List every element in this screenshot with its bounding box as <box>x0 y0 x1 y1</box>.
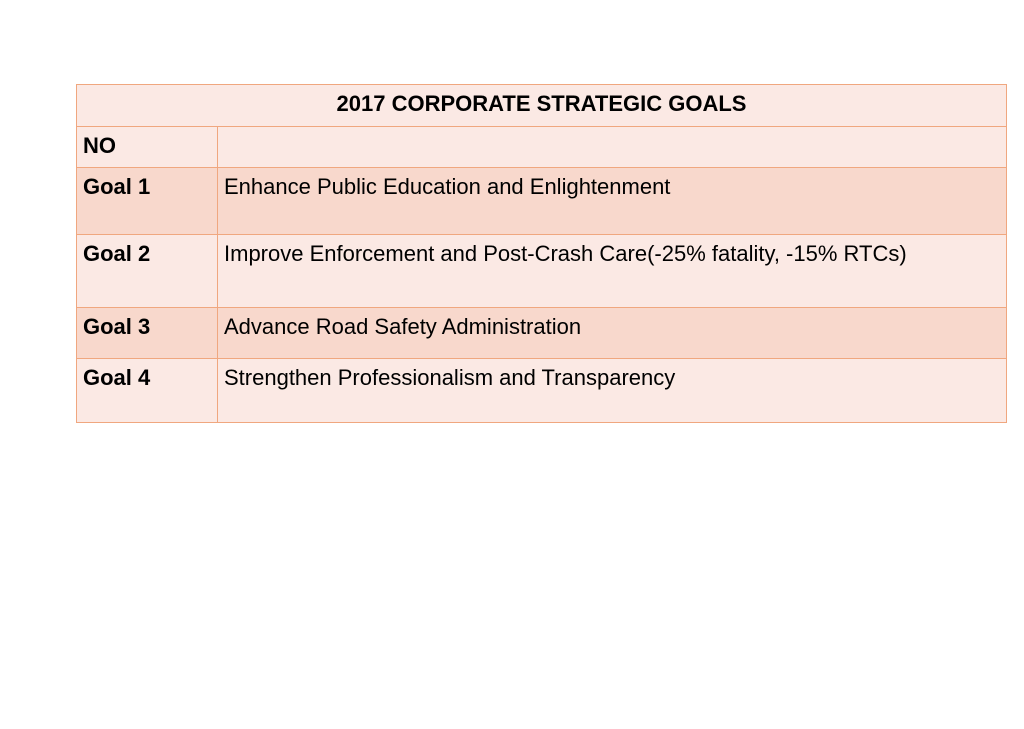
goal-id: Goal 1 <box>77 168 218 235</box>
strategic-goals-table <box>76 84 1007 423</box>
goal-description: Improve Enforcement and Post-Crash Care(-25% fatality, -15% RTCs) <box>218 235 1007 308</box>
goal-id: Goal 3 <box>77 308 218 359</box>
table-row <box>77 235 1007 308</box>
table-title-row <box>77 85 1007 127</box>
table-row <box>77 168 1007 235</box>
header-description <box>218 127 1007 168</box>
goal-id: Goal 2 <box>77 235 218 308</box>
goal-description: Strengthen Professionalism and Transparency <box>218 359 1007 423</box>
table-title: 2017 CORPORATE STRATEGIC GOALS <box>77 85 1007 127</box>
table-header-row <box>77 127 1007 168</box>
goal-description: Advance Road Safety Administration <box>218 308 1007 359</box>
goal-description: Enhance Public Education and Enlightenment <box>218 168 1007 235</box>
table-row <box>77 308 1007 359</box>
table-row <box>77 359 1007 423</box>
header-no: NO <box>77 127 218 168</box>
goal-id: Goal 4 <box>77 359 218 423</box>
